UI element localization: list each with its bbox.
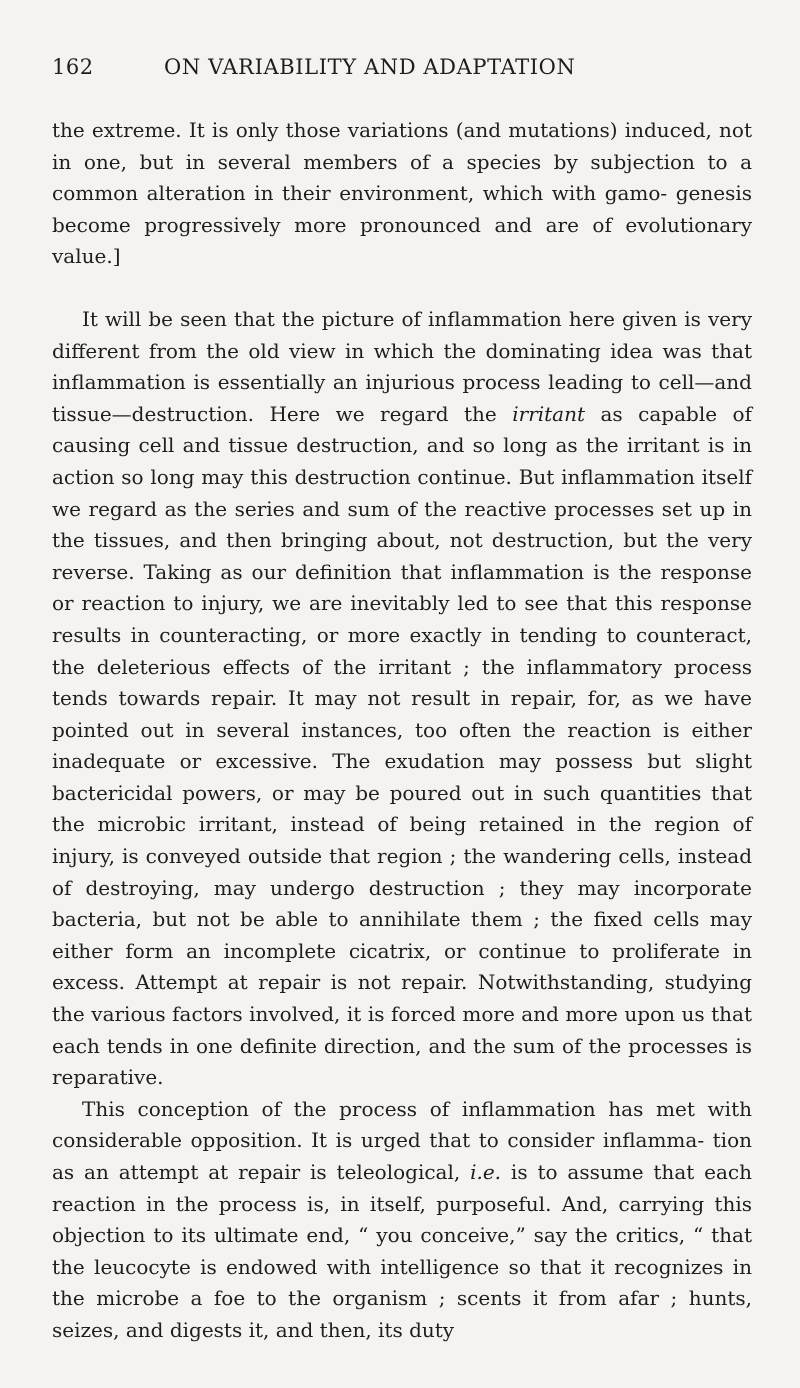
running-head bbox=[52, 55, 752, 99]
paragraph-continuation: the extreme. It is only those variations (and mutations) induced, not in one, but in several members of a species by subjection to a common alteration in their environment, which with gamo- genesis become progressively more pronounced and are of evolutionary value.] bbox=[52, 118, 752, 269]
paragraph-text-segment: It will be seen that the picture of inflammation here given is very different from the old view in which the dominating idea was that inflammation is essentially an injurious process leading to cell—and tissue—destruction. Here we regard the bbox=[52, 306, 752, 426]
page-number: 162 bbox=[52, 55, 94, 79]
paragraph-text-segment: This conception of the process of inflammation has met with considerable opposition. It is urged that to consider inflamma- tion as an attempt at repair is teleological, bbox=[52, 1096, 752, 1184]
paragraph-inflammation-picture bbox=[52, 304, 752, 1094]
paragraph-text-segment: is to assume that each reaction in the process is, in itself, purposeful. And, carrying this objection to its ultimate end, “ you conceive,” say the critics, “ that the leucocyte is endowed with intelligence so that it recognizes in the microbe a foe to the organism ; scents it from afar ; hunts, seizes, and digests it, and then, its duty bbox=[52, 1160, 752, 1342]
paragraph-conception-opposition bbox=[52, 1094, 752, 1347]
italic-term-irritant: irritant bbox=[512, 401, 586, 426]
body-text bbox=[52, 115, 752, 1347]
italic-abbreviation-ie: i.e. bbox=[470, 1160, 502, 1184]
book-page bbox=[52, 55, 752, 1347]
paragraph-text-segment: as capable of causing cell and tissue destruction, and so long as the irritant is in action so long may this destruction continue. But inflammation itself we regard as the series and sum of the reactive processes set up in the tissues, and then bringing about, not destruction, but the very reverse. Taking as our definition that inflammation is the response or reaction to injury, we are inevitably led to see that this response results in counteracting, or more exactly in tending to counteract, the deleterious effects of the irritant ; the inflammatory process tends towards repair. It may not result in repair, for, as we have pointed out in several instances, too often the reaction is either inadequate or excessive. The exudation may possess but slight bactericidal powers, or may be poured out in such quantities that the microbic irritant, instead of being retained in the region of injury, is conveyed outside that region ; the wandering cells, instead of destroying, may undergo destruction ; they may incorporate bacteria, but not be able to annihilate them ; the fixed cells may either form an incomplete cicatrix, or continue to proliferate in excess. Attempt at repair is not repair. Notwithstanding, studying the various factors involved, it is forced more and more upon us that each tends in one definite direction, and the sum of the processes is reparative. bbox=[52, 401, 752, 1090]
running-title: ON VARIABILITY AND ADAPTATION bbox=[164, 55, 576, 79]
